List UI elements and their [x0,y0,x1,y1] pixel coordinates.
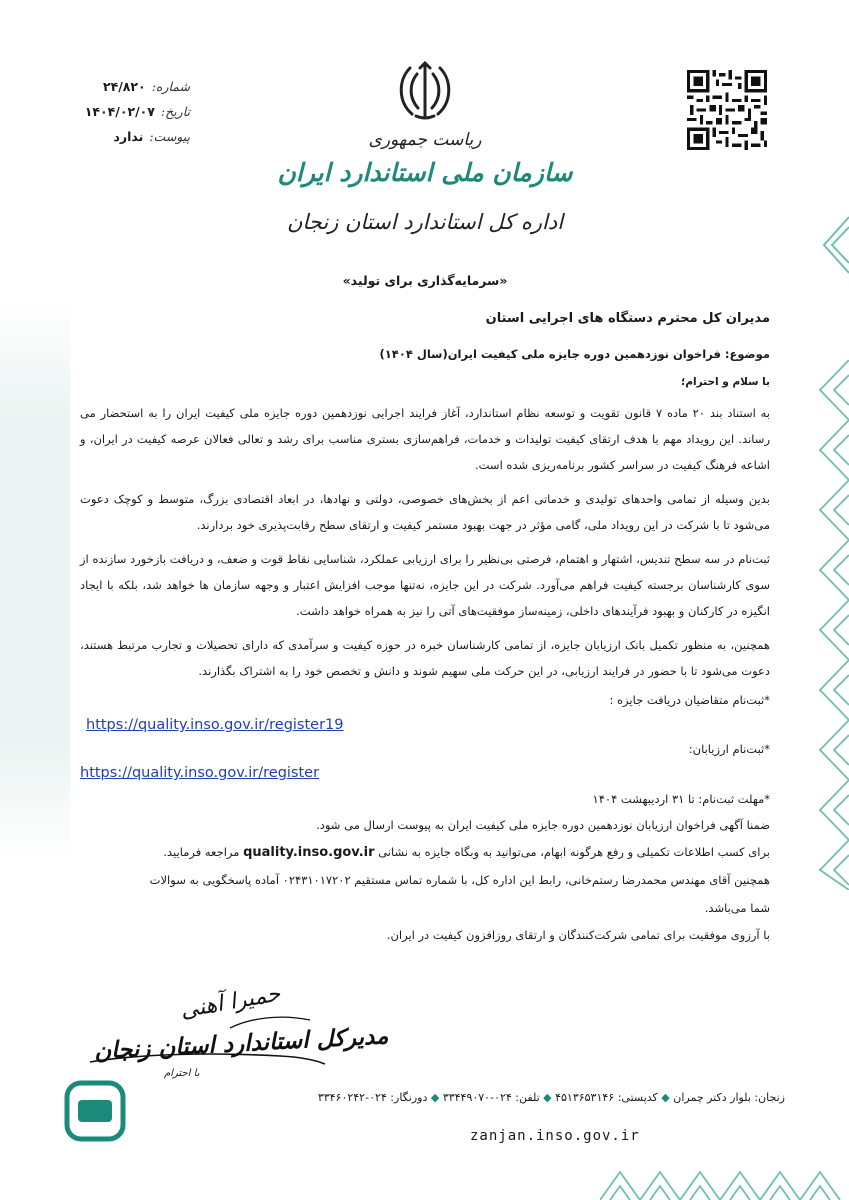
letter-date-row [40,99,190,124]
letter-date-value: ۱۴۰۴/۰۲/۰۷ [84,104,155,119]
footer-separator-icon: ◆ [430,1091,440,1104]
register-applicants-link[interactable]: https://quality.inso.gov.ir/register19 [86,717,344,733]
footer-separator-icon: ◆ [661,1091,670,1104]
info-website[interactable]: quality.inso.gov.ir [243,845,375,860]
register-applicants-label: *ثبت‌نام متقاضیان دریافت جایزه : [609,693,770,707]
header-presidency: ریاست جمهوری [368,130,482,150]
inso-logo [64,1080,126,1142]
paragraph-2: بدین وسیله از تمامی واحدهای تولیدی و خدماتی اعم از بخش‌های خصوصی، دولتی و نهادها، در ابعاد اقتصادی بزرگ، متوسط و کوچک دعوت می‌شود تا با شرکت در این رویداد ملی، گامی مؤثر در جهت بهبود مستمر کیفیت و ارتقای سطح رقابت‌پذیری خود بردارند. [80,492,770,532]
header-provincial-office: اداره کل استاندارد استان زنجان [286,210,564,234]
registration-deadline: *مهلت ثبت‌نام: تا ۳۱ اردیبهشت ۱۴۰۴ [592,792,770,806]
closing-line: با آرزوی موفقیت برای تمامی شرکت‌کنندگان و ارتقای روزافزون کیفیت در ایران. [386,928,770,942]
signatory-title: مدیرکل استاندارد استان زنجان [93,1022,389,1065]
slogan: «سرمایه‌گذاری برای تولید» [342,273,508,288]
register-assessors-label: *ثبت‌نام ارزیابان: [688,742,770,756]
decorative-pattern-bottom [600,1160,849,1200]
qr-code-icon [687,70,767,150]
footer-separator-icon: ◆ [543,1091,552,1104]
letter-attachment-label: پیوست: [149,129,190,144]
paragraph-4: همچنین، به منظور تکمیل بانک ارزیابان جایزه، از تمامی کارشناسان خبره در حوزه کیفیت و سرآمدی که دارای تحصیلات و تجارب مرتبط هستند، دعوت می‌شود تا با حضور در فرایند ارزیابی، در این حرکت ملی سهیم شوند و دانش و تخصص خود را به اشتراک بگذارند. [80,638,770,678]
inso-logo-icon [64,1080,126,1142]
info-text-after: مراجعه فرمایید. [163,845,240,859]
announcement-line: ضمنا آگهی فراخوان ارزیابان نوزدهمین دوره جایزه ملی کیفیت ایران به پیوست ارسال می شود. [316,818,770,832]
watermark-band [0,300,70,860]
addressee: مدیران کل محترم دستگاه های اجرایی استان [485,311,770,326]
footer-contact [290,1091,785,1104]
contact-line: همچنین آقای مهندس محمدرضا رستم‌خانی، رابط این اداره کل، با شماره تماس مستقیم ۰۲۴۳۱۰۱۷۲۰۲ آماده پاسخگویی به سوالات [149,873,770,887]
letter-meta [40,74,190,149]
greeting: با سلام و احترام؛ [681,376,770,388]
signature-note: با احترام [164,1068,200,1079]
letter-attachment-row [40,124,190,149]
info-line [80,845,770,860]
letter-number-label: شماره: [151,79,190,94]
letter-attachment-value: ندارد [113,129,144,144]
paragraph-3: ثبت‌نام در سه سطح تندیس، اشتهار و اهتمام، فرصتی بی‌نظیر را برای ارزیابی عملکرد، شناسایی نقاط قوت و ضعف، و دریافت بازخورد سازنده از سوی کارشناسان برجسته کیفیت فراهم می‌آورد. شرکت در این جایزه، نه‌تنها موجب افزایش اعتبار و وجهه سازمان ها خواهد شد، بلکه با ایجاد انگیزه در کارکنان و بهبود فرآیندهای داخلی، زمینه‌ساز موفقیت‌های آتی را نیز به همراه خواهد داشت. [80,552,770,618]
footer-phone: تلفن: ۰۲۴-۳۳۴۴۹۰۷۰ [442,1091,540,1104]
letter-number-row [40,74,190,99]
header-organization: سازمان ملی استاندارد ایران [277,158,573,187]
iran-emblem-icon [396,60,454,122]
info-text-before: برای کسب اطلاعات تکمیلی و رفع هرگونه ابهام، می‌توانید به وبگاه جایزه به نشانی [378,845,770,859]
footer-fax: دورنگار: ۰۲۴-۳۳۴۶۰۲۴۲ [317,1091,428,1104]
letter-number-value: ۲۴/۸۲۰ [102,79,146,94]
contact-line-continued: شما می‌باشد. [704,901,770,915]
letter-date-label: تاریخ: [160,104,190,119]
footer-address: زنجان: بلوار دکتر چمران [673,1091,785,1104]
decorative-pattern-right-lower [812,360,849,890]
paragraph-1: به استناد بند ۲۰ ماده ۷ قانون تقویت و توسعه نظام استاندارد، آغاز فرایند اجرایی نوزدهمین دوره جایزه ملی کیفیت ایران را به استحضار می رساند. این رویداد مهم با هدف ارتقای کیفیت تولیدات و خدمات، فراهم‌سازی بستری مناسب برای رشد و تعالی فعالان عرصه کیفیت در ایران، و اشاعه فرهنگ کیفیت در سراسر کشور برنامه‌ریزی شده است. [80,406,771,472]
decorative-pattern-right [812,215,849,275]
footer-website[interactable]: zanjan.inso.gov.ir [470,1128,640,1144]
signatory-name: حمیرا آهنی [178,981,283,1024]
subject-line: موضوع: فراخوان نوزدهمین دوره جایزه ملی کیفیت ایران(سال ۱۴۰۴) [379,347,770,361]
footer-postal: کدپستی: ۴۵۱۳۶۵۳۱۴۶ [555,1091,658,1104]
register-assessors-link[interactable]: https://quality.inso.gov.ir/register [80,765,320,781]
